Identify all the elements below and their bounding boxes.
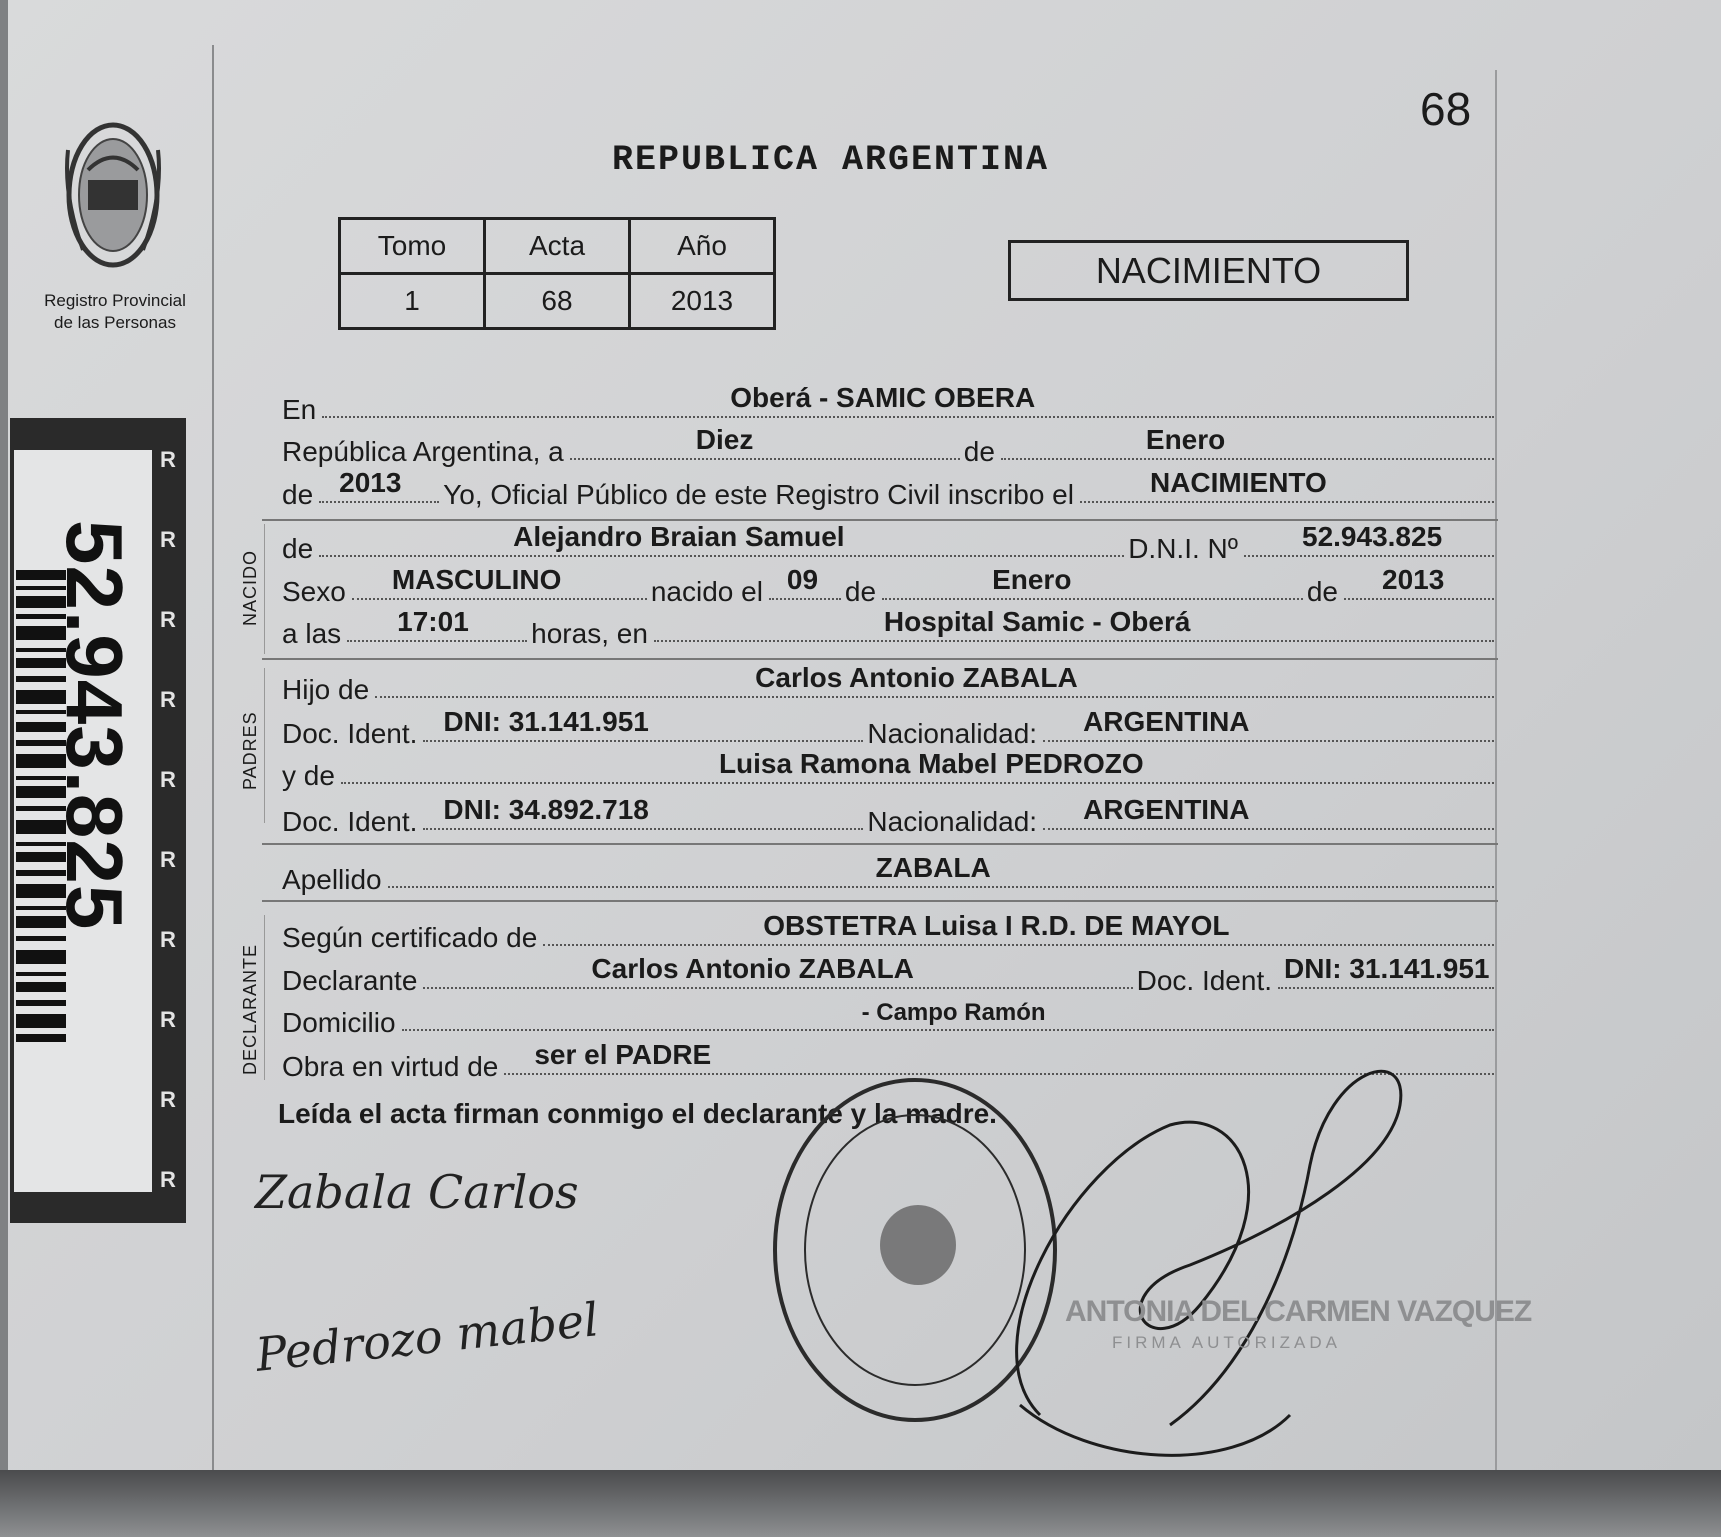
row-apellido: [282, 852, 1498, 896]
row-nombre: [282, 521, 1498, 565]
row-lugar: [282, 382, 1498, 426]
page-number: 68: [1420, 83, 1472, 135]
separator: [262, 900, 1498, 902]
value-apellido: ZABALA: [875, 852, 991, 883]
label-de-nac-anio: de: [1306, 576, 1338, 607]
label-de-nombre: de: [282, 533, 314, 564]
label-hijo-de: Hijo de: [282, 674, 370, 705]
label-horas-en: horas, en: [531, 618, 648, 649]
label-de-anio: de: [282, 479, 314, 510]
label-de-nac-mes: de: [844, 576, 877, 607]
official-name: ANTONIA DEL CARMEN VAZQUEZ: [1065, 1295, 1532, 1328]
section-line: [264, 668, 265, 823]
value-declarante: Carlos Antonio ZABALA: [591, 953, 914, 984]
label-dni: D.N.I. Nº: [1128, 533, 1238, 564]
label-doc-ident: Doc. Ident.: [282, 806, 418, 837]
value-padre: Carlos Antonio ZABALA: [755, 662, 1078, 693]
value-nombre: Alejandro Braian Samuel: [513, 521, 845, 552]
label-declarante: Declarante: [282, 965, 418, 996]
value-madre-nac: ARGENTINA: [1083, 794, 1250, 825]
record-table: [338, 217, 776, 330]
label-doc-ident: Doc. Ident.: [282, 718, 418, 749]
closing-statement: Leída el acta firman conmigo el declarante y la madre.: [278, 1098, 997, 1129]
value-nac-mes: Enero: [992, 564, 1072, 595]
acta-label: Acta: [485, 219, 630, 274]
label-en: En: [282, 394, 317, 425]
row-madre: [282, 748, 1498, 792]
row-declarante: [282, 953, 1498, 997]
row-padre: [282, 662, 1498, 706]
label-doc-ident: Doc. Ident.: [1136, 965, 1272, 996]
registry-name: [30, 290, 200, 334]
value-dia: Diez: [695, 424, 754, 455]
registry-line-1: Registro Provincial: [44, 291, 186, 310]
separator: [262, 658, 1498, 660]
label-a-las: a las: [282, 618, 342, 649]
official-role: FIRMA AUTORIZADA: [1112, 1333, 1341, 1352]
tomo-value: 1: [340, 274, 485, 329]
value-obra: ser el PADRE: [534, 1039, 712, 1070]
margin-line: [212, 45, 214, 1485]
document-title: REPUBLICA ARGENTINA: [612, 140, 1050, 180]
label-republica: República Argentina, a: [282, 436, 564, 467]
value-anio-acta: 2013: [339, 467, 402, 498]
security-pattern: R R R R R R R R R R: [160, 447, 176, 1192]
province-crest-icon: [58, 110, 168, 280]
mother-signature: Pedrozo mabel: [253, 1292, 602, 1382]
label-apellido: Apellido: [282, 864, 382, 895]
value-declarante-doc: DNI: 31.141.951: [1284, 953, 1490, 984]
tomo-label: Tomo: [340, 219, 485, 274]
label-y-de: y de: [282, 760, 335, 791]
page-edge-shadow: [0, 1470, 1721, 1537]
anio-label: Año: [630, 219, 775, 274]
value-mes: Enero: [1145, 424, 1226, 455]
official-stamp-icon: [770, 1045, 1430, 1475]
anio-value: 2013: [630, 274, 775, 329]
row-certificado: [282, 910, 1498, 954]
label-segun-certificado: Según certificado de: [282, 922, 538, 953]
value-lugar-nac: Hospital Samic - Oberá: [883, 606, 1191, 637]
side-label-padres: PADRES: [240, 711, 260, 790]
value-madre-doc: DNI: 34.892.718: [443, 794, 649, 825]
father-signature: Zabala Carlos: [255, 1165, 579, 1219]
section-line: [264, 915, 265, 1080]
row-fecha: [282, 424, 1498, 468]
value-sexo: MASCULINO: [391, 564, 562, 595]
value-certificado: OBSTETRA Luisa I R.D. DE MAYOL: [763, 910, 1230, 941]
value-nac-anio: 2013: [1382, 564, 1445, 595]
value-domicilio: - Campo Ramón: [861, 999, 1046, 1026]
value-lugar: Oberá - SAMIC OBERA: [730, 382, 1036, 413]
registry-line-2: de las Personas: [54, 313, 176, 332]
separator: [262, 843, 1498, 845]
label-domicilio: Domicilio: [282, 1007, 396, 1038]
label-inscribo: Yo, Oficial Público de este Registro Civil inscribo el: [443, 479, 1074, 510]
side-label-nacido: NACIDO: [240, 549, 260, 626]
label-de-mes: de: [963, 436, 995, 467]
value-padre-nac: ARGENTINA: [1083, 706, 1250, 737]
acta-value: 68: [485, 274, 630, 329]
value-dni: 52.943.825: [1302, 521, 1443, 552]
label-number: 52.943.825: [50, 520, 139, 931]
row-madre-doc: [282, 794, 1498, 838]
label-nacionalidad: Nacionalidad:: [867, 718, 1038, 749]
value-tipo: NACIMIENTO: [1149, 467, 1327, 498]
label-sexo: Sexo: [282, 576, 346, 607]
row-inscribo: [282, 467, 1498, 511]
value-padre-doc: DNI: 31.141.951: [443, 706, 649, 737]
row-sexo: [282, 564, 1498, 608]
label-nacido-el: nacido el: [650, 576, 763, 607]
row-domicilio: [282, 1001, 1498, 1039]
row-padre-doc: [282, 706, 1498, 750]
section-line: [264, 524, 265, 654]
side-label-declarante: DECLARANTE: [240, 943, 260, 1075]
value-hora: 17:01: [397, 606, 469, 637]
value-nac-dia: 09: [786, 564, 819, 595]
label-nacionalidad: Nacionalidad:: [867, 806, 1038, 837]
record-type-box: NACIMIENTO: [1008, 240, 1409, 301]
value-madre: Luisa Ramona Mabel PEDROZO: [718, 748, 1144, 779]
row-hora: [282, 606, 1498, 650]
label-obra: Obra en virtud de: [282, 1051, 499, 1082]
